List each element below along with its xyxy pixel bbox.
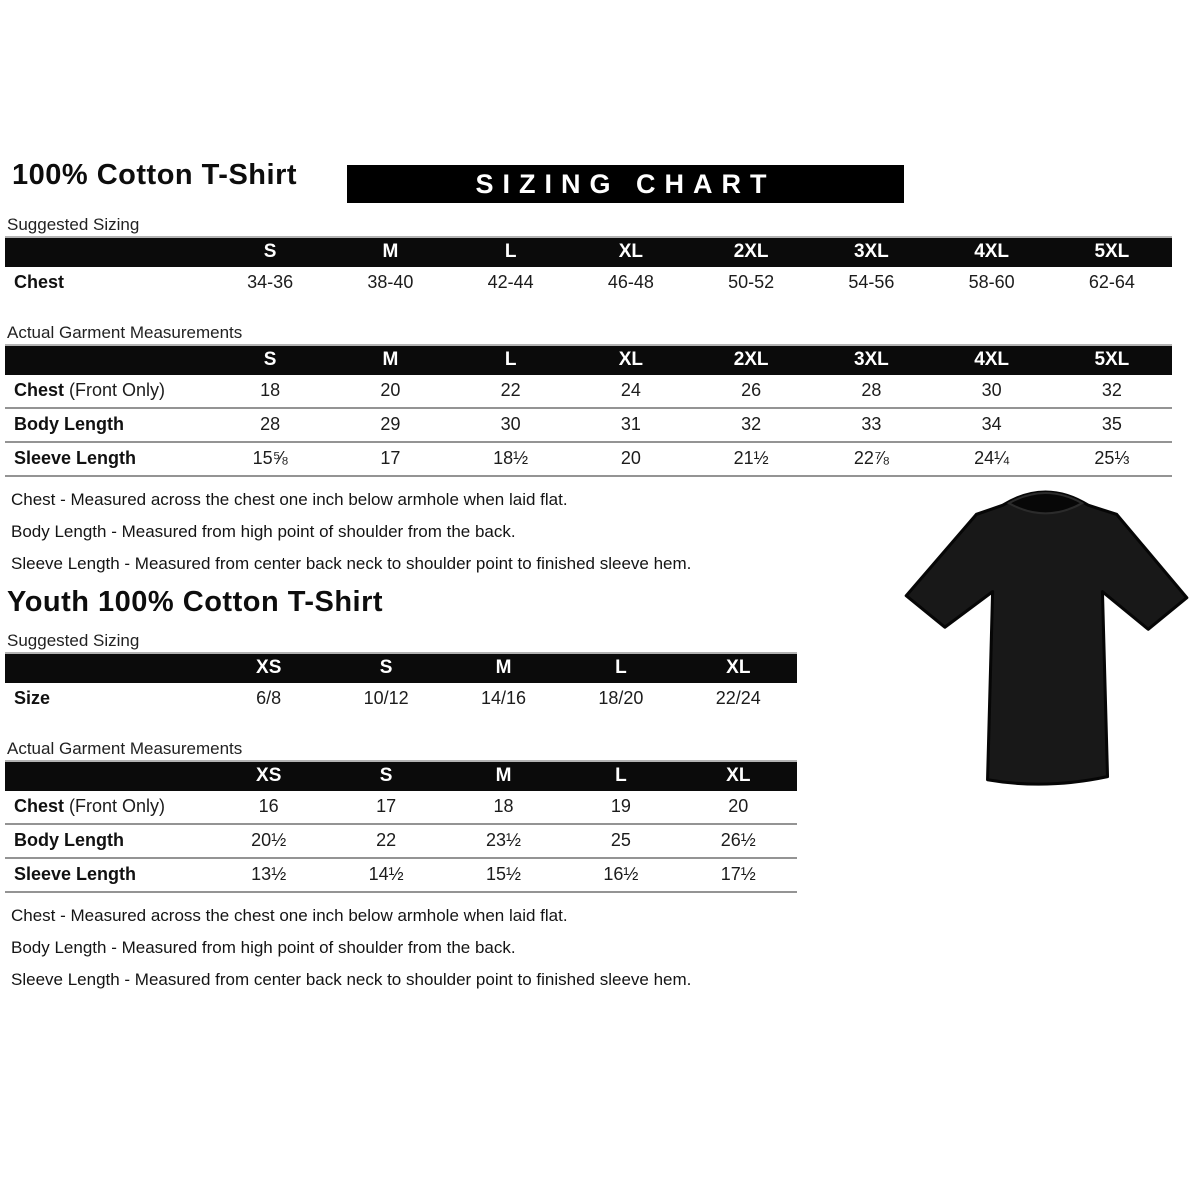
youth-product-title: Youth 100% Cotton T-Shirt (7, 586, 384, 618)
measurement-cell: 31 (620, 414, 641, 434)
measurement-cell: 17 (376, 796, 397, 816)
measurement-cell: 14½ (368, 864, 404, 884)
size-column-header: S (327, 761, 444, 791)
measurement-cell: 14/16 (480, 688, 526, 708)
measurement-cell: 16½ (603, 864, 639, 884)
table-header-row (5, 237, 1172, 267)
measurement-cell: 34-36 (247, 272, 294, 292)
header-row (5, 159, 1172, 215)
measurement-cell: 46-48 (607, 272, 654, 292)
measurement-cell: 58-60 (968, 272, 1015, 292)
row-label: Size (14, 688, 51, 708)
youth-measurement-notes (11, 906, 1172, 990)
table-header-row (5, 653, 797, 683)
measurement-cell: 22/24 (715, 688, 761, 708)
size-column-header: XL (680, 653, 797, 683)
size-column-header: 3XL (811, 345, 931, 375)
measurement-cell: 33 (861, 414, 882, 434)
table-row (5, 683, 797, 715)
row-label: Chest (14, 272, 65, 292)
measurement-note: Chest - Measured across the chest one inch below armhole when laid flat. (11, 906, 568, 925)
measurement-cell: 22 (376, 830, 397, 850)
measurement-note: Chest - Measured across the chest one inch below armhole when laid flat. (11, 490, 568, 509)
measurement-cell: 22⅞ (853, 448, 889, 468)
adult-actual-measurements-label: Actual Garment Measurements (7, 323, 243, 342)
measurement-note: Body Length - Measured from high point of shoulder from the back. (11, 522, 516, 541)
measurement-cell: 13½ (251, 864, 287, 884)
measurement-note: Body Length - Measured from high point of shoulder from the back. (11, 938, 516, 957)
measurement-cell: 54-56 (848, 272, 895, 292)
youth-actual-measurements-table (5, 760, 797, 893)
size-column-header: XS (210, 653, 327, 683)
measurement-cell: 18½ (493, 448, 529, 468)
measurement-cell: 24¼ (974, 448, 1010, 468)
size-column-header: L (562, 761, 679, 791)
size-column-header: XL (571, 237, 691, 267)
size-column-header: 5XL (1052, 345, 1172, 375)
size-column-header: 2XL (691, 237, 811, 267)
youth-actual-measurements-label: Actual Garment Measurements (7, 739, 243, 758)
measurement-cell: 28 (861, 380, 882, 400)
tshirt-graphic (893, 468, 1198, 820)
measurement-cell: 18 (260, 380, 281, 400)
adult-product-title: 100% Cotton T-Shirt (12, 159, 298, 191)
size-column-header: 4XL (932, 345, 1052, 375)
row-label: Chest (Front Only) (14, 796, 166, 816)
table-row (5, 267, 1172, 299)
measurement-cell: 15⅝ (252, 448, 288, 468)
size-column-header: M (445, 653, 562, 683)
measurement-cell: 18/20 (598, 688, 644, 708)
measurement-cell: 29 (380, 414, 401, 434)
size-column-header: XL (680, 761, 797, 791)
size-column-header: L (451, 237, 571, 267)
row-label: Sleeve Length (14, 864, 137, 884)
measurement-cell: 18 (493, 796, 514, 816)
black-tshirt-image (893, 468, 1198, 820)
row-label-column-header (5, 345, 210, 375)
measurement-cell: 17 (380, 448, 401, 468)
youth-suggested-sizing-table (5, 652, 797, 715)
size-column-header: S (210, 345, 330, 375)
youth-suggested-sizing-label: Suggested Sizing (7, 631, 140, 650)
measurement-cell: 32 (741, 414, 762, 434)
measurement-cell: 28 (260, 414, 281, 434)
measurement-cell: 20 (620, 448, 641, 468)
measurement-cell: 20½ (251, 830, 287, 850)
size-column-header: L (451, 345, 571, 375)
measurement-cell: 38-40 (367, 272, 414, 292)
row-label: Body Length (14, 414, 124, 434)
adult-suggested-sizing-table (5, 236, 1172, 299)
sizing-chart-banner: SIZING CHART (347, 165, 904, 203)
measurement-cell: 25 (610, 830, 631, 850)
size-column-header: 2XL (691, 345, 811, 375)
row-label-column-header (5, 653, 210, 683)
row-label: Body Length (14, 830, 124, 850)
size-column-header: 5XL (1052, 237, 1172, 267)
table-header-row (5, 345, 1172, 375)
measurement-cell: 20 (728, 796, 749, 816)
measurement-cell: 24 (620, 380, 641, 400)
row-label-column-header (5, 761, 210, 791)
adult-suggested-sizing-label: Suggested Sizing (7, 215, 140, 234)
measurement-cell: 16 (258, 796, 279, 816)
table-row (5, 408, 1172, 442)
size-column-header: M (330, 237, 450, 267)
measurement-cell: 21½ (733, 448, 769, 468)
measurement-cell: 23½ (485, 830, 521, 850)
measurement-cell: 26 (741, 380, 762, 400)
tshirt-body-shape (906, 492, 1187, 784)
size-column-header: M (330, 345, 450, 375)
measurement-note: Sleeve Length - Measured from center back neck to shoulder point to finished sleeve hem. (11, 970, 692, 989)
measurement-cell: 62-64 (1088, 272, 1135, 292)
adult-actual-measurements-table (5, 344, 1172, 477)
measurement-note: Sleeve Length - Measured from center back neck to shoulder point to finished sleeve hem. (11, 554, 692, 573)
measurement-cell: 34 (981, 414, 1002, 434)
size-column-header: S (327, 653, 444, 683)
row-label: Sleeve Length (14, 448, 137, 468)
size-column-header: S (210, 237, 330, 267)
row-label: Chest (Front Only) (14, 380, 166, 400)
measurement-cell: 19 (610, 796, 631, 816)
size-column-header: XL (571, 345, 691, 375)
table-header-row (5, 761, 797, 791)
measurement-cell: 32 (1101, 380, 1122, 400)
size-column-header: 4XL (932, 237, 1052, 267)
measurement-cell: 35 (1101, 414, 1122, 434)
size-column-header: M (445, 761, 562, 791)
measurement-cell: 15½ (485, 864, 521, 884)
measurement-cell: 25⅓ (1094, 448, 1130, 468)
size-column-header: XS (210, 761, 327, 791)
measurement-cell: 30 (500, 414, 521, 434)
size-column-header: 3XL (811, 237, 931, 267)
measurement-cell: 30 (981, 380, 1002, 400)
table-row (5, 791, 797, 824)
measurement-cell: 26½ (720, 830, 756, 850)
measurement-cell: 42-44 (487, 272, 534, 292)
measurement-cell: 6/8 (256, 688, 282, 708)
table-row (5, 824, 797, 858)
size-column-header: L (562, 653, 679, 683)
measurement-cell: 17½ (720, 864, 756, 884)
measurement-cell: 20 (380, 380, 401, 400)
row-label-column-header (5, 237, 210, 267)
table-row (5, 858, 797, 892)
measurement-cell: 50-52 (728, 272, 775, 292)
measurement-cell: 10/12 (363, 688, 409, 708)
measurement-cell: 22 (500, 380, 521, 400)
table-row (5, 375, 1172, 408)
